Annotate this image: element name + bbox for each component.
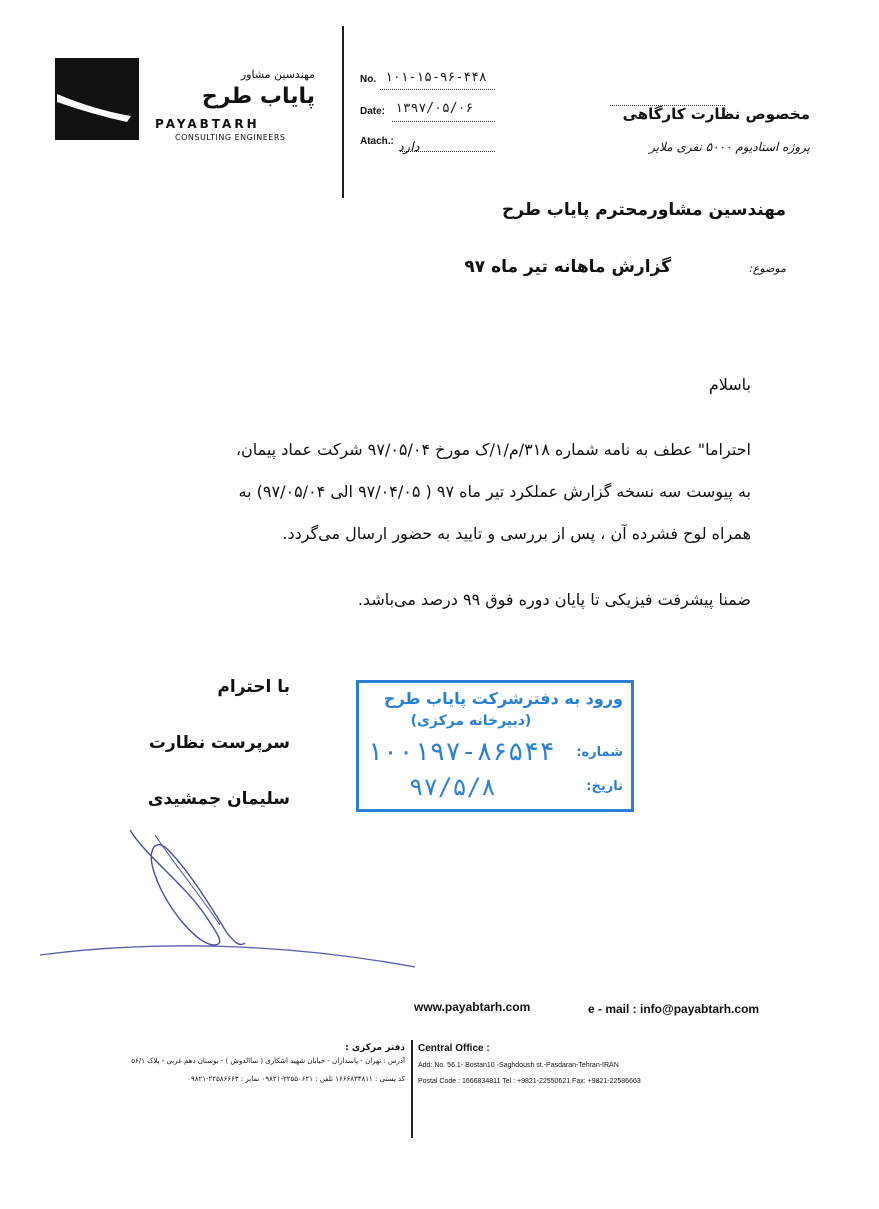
stamp-number-label: شماره: (576, 745, 623, 760)
header-subtitle: پروژه استادیوم ۵۰۰۰ نفری ملایر (649, 140, 810, 154)
office-address-fa: آدرس : تهران - پاسداران - خیابان شهید اشکاری ( ساالدوش ) - بوستان دهم غربی - پلاک ۵۶/۱ (131, 1057, 405, 1065)
header-divider (342, 26, 344, 198)
office-entry-stamp (356, 680, 634, 812)
attach-underline (400, 150, 495, 152)
paragraph-line-1: احتراما" عطف به نامه شماره ۳۱۸/م/۱/ک مورخ ۹۷/۰۵/۰۴ شرکت عماد پیمان، (235, 440, 751, 459)
paragraph-progress: ضمنا پیشرفت فیزیکی تا پایان دوره فوق ۹۹ درصد می‌باشد. (357, 590, 751, 609)
office-label-en: Central Office : (418, 1043, 490, 1054)
signer-title: سرپرست نظارت (148, 733, 290, 753)
date-underline (392, 120, 495, 122)
paragraph-line-2: به پیوست سه نسخه گزارش عملکرد تیر ماه ۹۷ ( ۹۷/۰۴/۰۵ الی ۹۷/۰۵/۰۴) به (238, 482, 751, 501)
handwritten-signature-icon (35, 825, 425, 975)
addressee: مهندسین مشاورمحترم پایاب طرح (502, 200, 786, 220)
greeting: باسلام (708, 375, 751, 394)
firm-logo-icon (55, 58, 139, 140)
header-title: مخصوص نظارت کارگاهی (622, 105, 810, 123)
date-label: Date: (360, 106, 386, 117)
letter-number: ۱۰۱-۱۵-۹۶-۴۴۸ (385, 70, 487, 85)
stamp-subtitle: (دبیرخانه مرکزی) (410, 713, 532, 729)
closing: با احترام (217, 677, 290, 697)
email-link[interactable]: e - mail : info@payabtarh.com (588, 1002, 760, 1016)
stamp-number: ۱۰۰۱۹۷-۸۶۵۴۴ (367, 737, 555, 767)
signer-name: سلیمان جمشیدی (147, 789, 290, 809)
stamp-title: ورود به دفترشرکت پایاب طرح (383, 689, 623, 708)
stamp-date-label: تاریخ: (586, 779, 623, 794)
paragraph-line-3: همراه لوح فشرده آن ، پس از بررسی و تایید به حضور ارسال می‌گردد. (282, 524, 751, 543)
firm-name-small: مهندسین مشاور (240, 68, 315, 81)
subject: گزارش ماهانه تیر ماه ۹۷ (464, 257, 671, 277)
firm-name-en: PAYABTARH (155, 117, 260, 131)
letter-date: ۱۳۹۷/۰۵/۰۶ (395, 101, 474, 116)
firm-name: پایاب طرح (201, 84, 315, 109)
number-label: No. (360, 74, 377, 85)
footer-divider (411, 1040, 413, 1138)
number-underline (380, 88, 495, 90)
subject-label: موضوع: (749, 262, 786, 275)
office-contact-fa: کد پستی : ۱۶۶۶۸۳۴۸۱۱ تلفن : ۲۲۵۵۰۶۲۱-۰۹۸۲۱ نمابر : ۲۲۵۸۶۶۶۳-۰۹۸۲۱ (187, 1075, 405, 1083)
attach-value: دارد (398, 140, 420, 155)
website-link[interactable]: www.payabtarh.com (414, 1000, 531, 1014)
office-contact-en: Postal Code : 1666834811 Tel : +9821-22550621 Fax: +9821-22586663 (418, 1078, 641, 1085)
office-label-fa: دفتر مرکزی : (345, 1043, 405, 1053)
attach-label: Atach.: (360, 136, 394, 147)
office-address-en: Add: No. 56.1- Bostan10 -Saghdoush st.-Pasdaran-Tehran-IRAN (418, 1062, 619, 1069)
header-title-underline (610, 104, 725, 106)
stamp-date: ۹۷/۵/۸ (409, 773, 496, 801)
firm-tagline: CONSULTING ENGINEERS (175, 133, 286, 142)
